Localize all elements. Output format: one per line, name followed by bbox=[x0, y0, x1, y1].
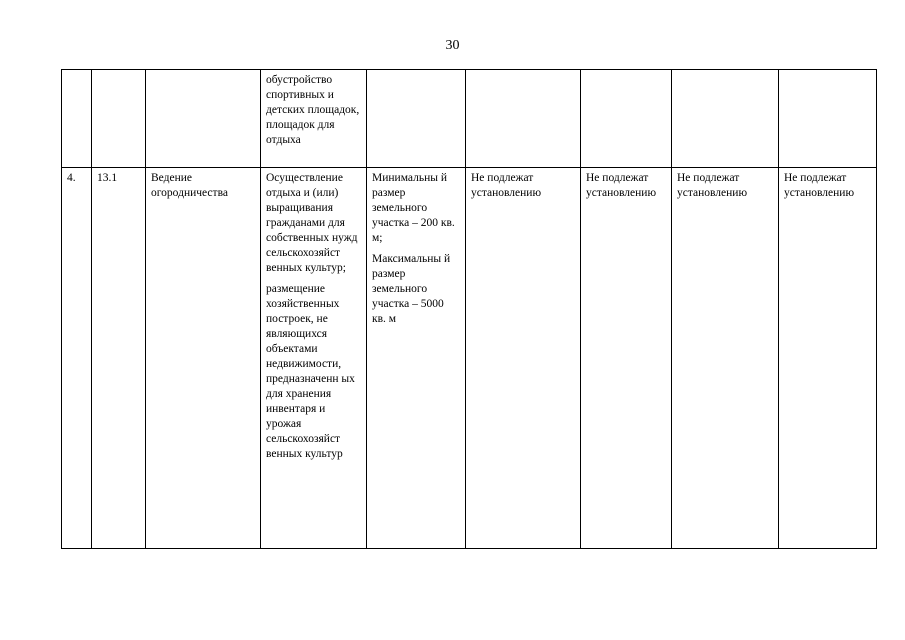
row-description bbox=[261, 168, 367, 549]
row-name: Ведение огородничества bbox=[146, 168, 261, 549]
size-min: Минимальны й размер земельного участка – 200 кв. м; bbox=[372, 172, 455, 244]
row-size-params bbox=[367, 168, 466, 549]
row-number: 4. bbox=[62, 168, 92, 549]
row-col6: Не подлежат установлению bbox=[466, 168, 581, 549]
cell-description bbox=[261, 70, 367, 168]
cell-num bbox=[62, 70, 92, 168]
cell-col9 bbox=[779, 70, 877, 168]
row-col7: Не подлежат установлению bbox=[581, 168, 672, 549]
row-code: 13.1 bbox=[92, 168, 146, 549]
description-paragraph: размещение хозяйственных построек, не являющихся объектами недвижимости, предназначенн ых для хранения инвентаря и урожая сельскохозяйст венных культур bbox=[266, 283, 355, 460]
cell-col6 bbox=[466, 70, 581, 168]
cell-name bbox=[146, 70, 261, 168]
cell-code bbox=[92, 70, 146, 168]
regulations-table bbox=[61, 69, 877, 549]
cell-col8 bbox=[672, 70, 779, 168]
continued-use-text: обустройство спортивных и детских площадок, площадок для отдыха bbox=[266, 74, 360, 146]
table-row-continued bbox=[62, 70, 877, 168]
row-col8: Не подлежат установлению bbox=[672, 168, 779, 549]
description-paragraph: Осуществление отдыха и (или) выращивания гражданами для собственных нужд сельскохозяйст венных культур; bbox=[266, 172, 358, 274]
row-col9: Не подлежат установлению bbox=[779, 168, 877, 549]
size-max: Максимальны й размер земельного участка – 5000 кв. м bbox=[372, 253, 451, 325]
table-row bbox=[62, 168, 877, 549]
page-number: 30 bbox=[445, 38, 460, 53]
cell-col7 bbox=[581, 70, 672, 168]
cell-size-params bbox=[367, 70, 466, 168]
